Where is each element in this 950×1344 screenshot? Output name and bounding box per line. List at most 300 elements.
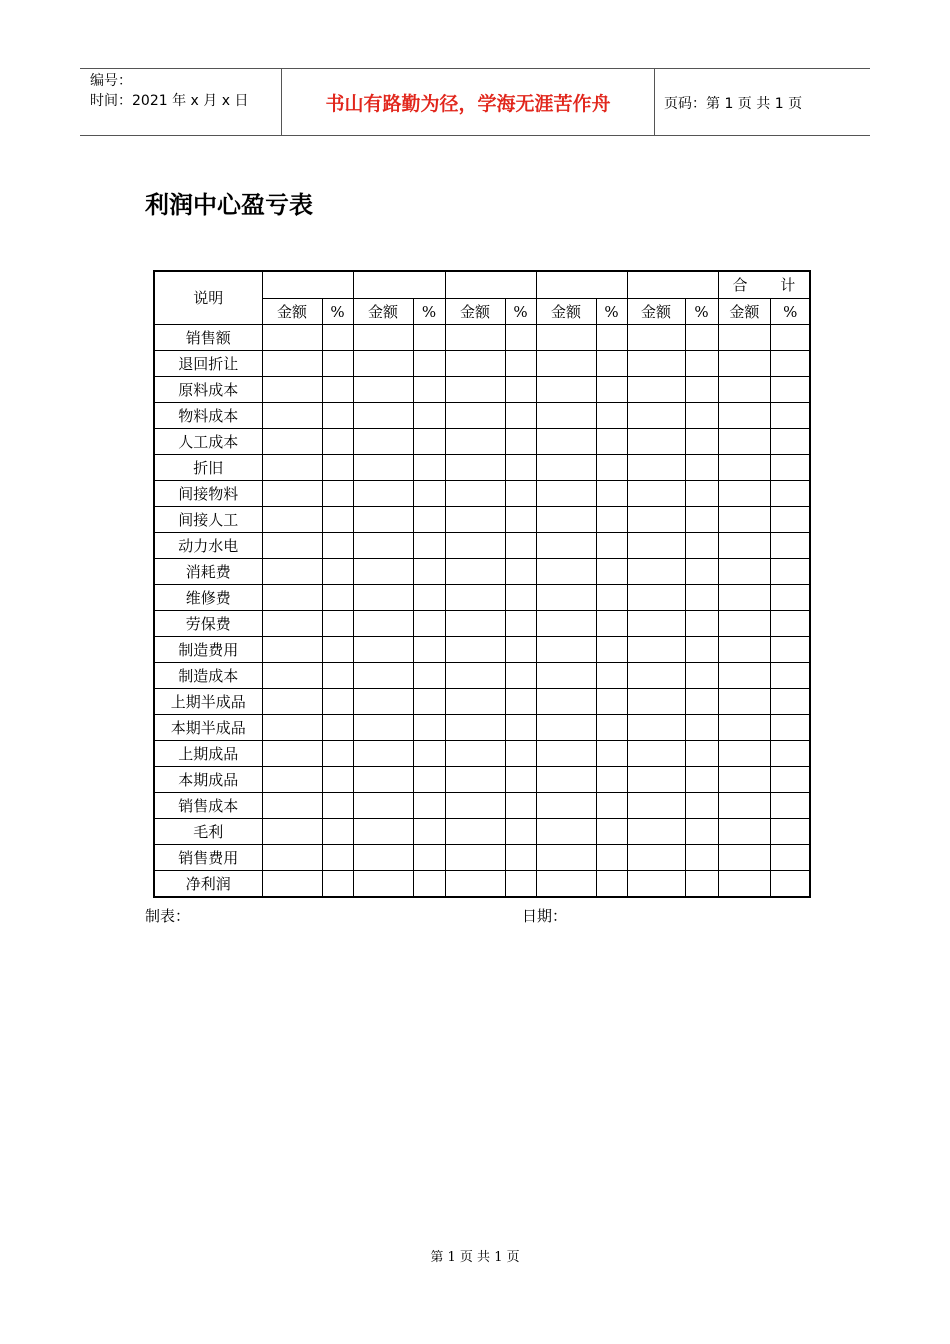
amount-cell[interactable] <box>718 793 771 819</box>
percent-cell[interactable] <box>505 325 536 351</box>
percent-cell[interactable] <box>596 663 627 689</box>
percent-cell[interactable] <box>685 559 718 585</box>
row-label: 净利润 <box>154 871 262 898</box>
percent-cell[interactable] <box>322 819 353 845</box>
amount-cell[interactable] <box>262 611 322 637</box>
group-header-4[interactable] <box>536 271 627 299</box>
row-label: 本期成品 <box>154 767 262 793</box>
percent-cell[interactable] <box>685 533 718 559</box>
percent-cell[interactable] <box>413 845 445 871</box>
amount-cell[interactable] <box>627 351 685 377</box>
amount-cell[interactable] <box>445 793 505 819</box>
amount-cell[interactable] <box>445 325 505 351</box>
percent-cell[interactable] <box>685 585 718 611</box>
amount-cell[interactable] <box>627 663 685 689</box>
percent-cell[interactable] <box>771 871 811 898</box>
amount-cell[interactable] <box>262 507 322 533</box>
amount-cell[interactable] <box>627 715 685 741</box>
percent-cell[interactable] <box>413 481 445 507</box>
percent-cell[interactable] <box>413 819 445 845</box>
amount-cell[interactable] <box>353 793 413 819</box>
percent-cell[interactable] <box>322 507 353 533</box>
percent-cell[interactable] <box>596 481 627 507</box>
amount-cell[interactable] <box>445 403 505 429</box>
amount-cell[interactable] <box>536 741 596 767</box>
percent-cell[interactable] <box>505 793 536 819</box>
amount-cell[interactable] <box>353 845 413 871</box>
amount-cell[interactable] <box>536 663 596 689</box>
percent-cell[interactable] <box>413 871 445 898</box>
percent-cell[interactable] <box>505 689 536 715</box>
amount-cell[interactable] <box>262 715 322 741</box>
amount-cell[interactable] <box>718 351 771 377</box>
percent-cell[interactable] <box>771 663 811 689</box>
percent-cell[interactable] <box>596 767 627 793</box>
percent-cell[interactable] <box>685 351 718 377</box>
percent-cell[interactable] <box>505 611 536 637</box>
amount-cell[interactable] <box>445 585 505 611</box>
percent-cell[interactable] <box>322 403 353 429</box>
percent-cell[interactable] <box>685 637 718 663</box>
percent-cell[interactable] <box>413 325 445 351</box>
row-label: 折旧 <box>154 455 262 481</box>
percent-cell[interactable] <box>413 455 445 481</box>
amount-cell[interactable] <box>353 533 413 559</box>
percent-cell[interactable] <box>322 351 353 377</box>
percent-cell[interactable] <box>413 507 445 533</box>
percent-cell[interactable] <box>322 377 353 403</box>
percent-cell[interactable] <box>322 715 353 741</box>
amount-cell[interactable] <box>445 741 505 767</box>
amount-cell[interactable] <box>445 845 505 871</box>
percent-cell[interactable] <box>771 455 811 481</box>
amount-cell[interactable] <box>627 793 685 819</box>
amount-cell[interactable] <box>262 377 322 403</box>
percent-cell[interactable] <box>413 741 445 767</box>
percent-cell[interactable] <box>596 533 627 559</box>
percent-cell[interactable] <box>771 403 811 429</box>
percent-cell[interactable] <box>771 845 811 871</box>
percent-cell[interactable] <box>685 767 718 793</box>
amount-cell[interactable] <box>262 481 322 507</box>
table-row <box>154 819 810 845</box>
percent-cell[interactable] <box>322 559 353 585</box>
amount-cell[interactable] <box>536 819 596 845</box>
percent-header: % <box>596 299 627 325</box>
amount-cell[interactable] <box>627 533 685 559</box>
percent-cell[interactable] <box>413 715 445 741</box>
percent-cell[interactable] <box>596 637 627 663</box>
row-label: 人工成本 <box>154 429 262 455</box>
amount-cell[interactable] <box>353 741 413 767</box>
page-title: 利润中心盈亏表 <box>145 191 313 219</box>
percent-cell[interactable] <box>596 507 627 533</box>
amount-cell[interactable] <box>718 377 771 403</box>
amount-cell[interactable] <box>536 351 596 377</box>
percent-cell[interactable] <box>771 507 811 533</box>
amount-cell[interactable] <box>353 481 413 507</box>
percent-cell[interactable] <box>771 689 811 715</box>
amount-cell[interactable] <box>262 767 322 793</box>
amount-cell[interactable] <box>627 871 685 898</box>
amount-cell[interactable] <box>353 767 413 793</box>
percent-cell[interactable] <box>322 611 353 637</box>
amount-cell[interactable] <box>445 871 505 898</box>
percent-cell[interactable] <box>685 793 718 819</box>
amount-header: 金额 <box>536 299 596 325</box>
amount-cell[interactable] <box>627 481 685 507</box>
amount-cell[interactable] <box>262 559 322 585</box>
percent-cell[interactable] <box>685 715 718 741</box>
percent-cell[interactable] <box>771 351 811 377</box>
amount-cell[interactable] <box>353 637 413 663</box>
table-row <box>154 351 810 377</box>
percent-cell[interactable] <box>322 767 353 793</box>
amount-cell[interactable] <box>262 663 322 689</box>
amount-cell[interactable] <box>445 481 505 507</box>
percent-cell[interactable] <box>413 767 445 793</box>
amount-cell[interactable] <box>536 481 596 507</box>
group-header-1[interactable] <box>262 271 353 299</box>
amount-cell[interactable] <box>536 403 596 429</box>
amount-cell[interactable] <box>445 663 505 689</box>
amount-cell[interactable] <box>536 715 596 741</box>
percent-cell[interactable] <box>771 325 811 351</box>
amount-cell[interactable] <box>718 325 771 351</box>
amount-cell[interactable] <box>262 455 322 481</box>
amount-cell[interactable] <box>353 325 413 351</box>
percent-cell[interactable] <box>771 767 811 793</box>
amount-cell[interactable] <box>718 507 771 533</box>
percent-cell[interactable] <box>771 637 811 663</box>
amount-cell[interactable] <box>536 637 596 663</box>
percent-cell[interactable] <box>505 585 536 611</box>
amount-cell[interactable] <box>718 819 771 845</box>
percent-cell[interactable] <box>596 403 627 429</box>
percent-cell[interactable] <box>771 429 811 455</box>
amount-cell[interactable] <box>627 455 685 481</box>
percent-cell[interactable] <box>322 845 353 871</box>
amount-cell[interactable] <box>536 455 596 481</box>
table-row <box>154 533 810 559</box>
percent-cell[interactable] <box>685 611 718 637</box>
row-label: 销售费用 <box>154 845 262 871</box>
amount-cell[interactable] <box>718 871 771 898</box>
amount-cell[interactable] <box>262 793 322 819</box>
percent-cell[interactable] <box>322 793 353 819</box>
amount-cell[interactable] <box>445 767 505 793</box>
percent-cell[interactable] <box>505 403 536 429</box>
amount-cell[interactable] <box>353 403 413 429</box>
percent-cell[interactable] <box>505 507 536 533</box>
amount-cell[interactable] <box>536 689 596 715</box>
amount-cell[interactable] <box>262 845 322 871</box>
amount-cell[interactable] <box>536 793 596 819</box>
percent-cell[interactable] <box>596 845 627 871</box>
amount-cell[interactable] <box>718 611 771 637</box>
amount-cell[interactable] <box>627 325 685 351</box>
percent-cell[interactable] <box>505 819 536 845</box>
amount-cell[interactable] <box>353 663 413 689</box>
percent-cell[interactable] <box>596 689 627 715</box>
amount-cell[interactable] <box>445 819 505 845</box>
amount-cell[interactable] <box>353 455 413 481</box>
percent-cell[interactable] <box>505 715 536 741</box>
percent-cell[interactable] <box>596 715 627 741</box>
percent-cell[interactable] <box>505 429 536 455</box>
row-label: 动力水电 <box>154 533 262 559</box>
amount-cell[interactable] <box>353 715 413 741</box>
amount-cell[interactable] <box>718 715 771 741</box>
percent-cell[interactable] <box>322 741 353 767</box>
percent-cell[interactable] <box>771 533 811 559</box>
percent-cell[interactable] <box>685 455 718 481</box>
percent-cell[interactable] <box>413 689 445 715</box>
amount-cell[interactable] <box>536 767 596 793</box>
amount-cell[interactable] <box>627 741 685 767</box>
amount-cell[interactable] <box>445 637 505 663</box>
amount-cell[interactable] <box>627 377 685 403</box>
percent-cell[interactable] <box>685 741 718 767</box>
percent-cell[interactable] <box>413 611 445 637</box>
table-row <box>154 325 810 351</box>
percent-cell[interactable] <box>596 559 627 585</box>
row-label: 销售额 <box>154 325 262 351</box>
amount-cell[interactable] <box>445 715 505 741</box>
percent-cell[interactable] <box>771 611 811 637</box>
percent-cell[interactable] <box>771 559 811 585</box>
percent-cell[interactable] <box>413 559 445 585</box>
percent-cell[interactable] <box>322 455 353 481</box>
table-row <box>154 585 810 611</box>
amount-cell[interactable] <box>262 585 322 611</box>
percent-cell[interactable] <box>596 871 627 898</box>
percent-cell[interactable] <box>322 663 353 689</box>
amount-cell[interactable] <box>536 559 596 585</box>
percent-cell[interactable] <box>505 481 536 507</box>
percent-cell[interactable] <box>596 325 627 351</box>
group-header-3[interactable] <box>445 271 536 299</box>
amount-cell[interactable] <box>262 871 322 898</box>
percent-cell[interactable] <box>596 585 627 611</box>
amount-cell[interactable] <box>353 585 413 611</box>
amount-cell[interactable] <box>536 377 596 403</box>
amount-cell[interactable] <box>353 689 413 715</box>
amount-cell[interactable] <box>718 481 771 507</box>
amount-cell[interactable] <box>536 507 596 533</box>
amount-cell[interactable] <box>445 377 505 403</box>
row-label: 销售成本 <box>154 793 262 819</box>
percent-cell[interactable] <box>685 871 718 898</box>
amount-cell[interactable] <box>718 663 771 689</box>
percent-cell[interactable] <box>771 715 811 741</box>
amount-cell[interactable] <box>627 845 685 871</box>
percent-cell[interactable] <box>505 663 536 689</box>
amount-cell[interactable] <box>718 403 771 429</box>
amount-header: 金额 <box>262 299 322 325</box>
group-header-2[interactable] <box>353 271 445 299</box>
percent-cell[interactable] <box>505 845 536 871</box>
amount-cell[interactable] <box>627 585 685 611</box>
percent-cell[interactable] <box>771 793 811 819</box>
percent-cell[interactable] <box>413 637 445 663</box>
amount-cell[interactable] <box>718 455 771 481</box>
row-label: 物料成本 <box>154 403 262 429</box>
percent-cell[interactable] <box>685 663 718 689</box>
percent-cell[interactable] <box>596 429 627 455</box>
percent-cell[interactable] <box>685 689 718 715</box>
amount-header: 金额 <box>445 299 505 325</box>
amount-cell[interactable] <box>718 429 771 455</box>
group-header-5[interactable] <box>627 271 718 299</box>
amount-cell[interactable] <box>262 403 322 429</box>
percent-header: % <box>322 299 353 325</box>
percent-cell[interactable] <box>505 559 536 585</box>
amount-cell[interactable] <box>718 585 771 611</box>
table-row <box>154 741 810 767</box>
percent-cell[interactable] <box>596 611 627 637</box>
row-label: 退回折让 <box>154 351 262 377</box>
percent-cell[interactable] <box>596 351 627 377</box>
amount-cell[interactable] <box>718 689 771 715</box>
percent-cell[interactable] <box>505 637 536 663</box>
percent-cell[interactable] <box>322 325 353 351</box>
percent-cell[interactable] <box>771 377 811 403</box>
percent-cell[interactable] <box>596 819 627 845</box>
amount-cell[interactable] <box>353 429 413 455</box>
amount-cell[interactable] <box>262 741 322 767</box>
amount-cell[interactable] <box>445 507 505 533</box>
percent-cell[interactable] <box>685 507 718 533</box>
percent-cell[interactable] <box>413 377 445 403</box>
percent-cell[interactable] <box>413 403 445 429</box>
percent-cell[interactable] <box>322 871 353 898</box>
amount-cell[interactable] <box>353 871 413 898</box>
amount-cell[interactable] <box>353 611 413 637</box>
amount-cell[interactable] <box>536 325 596 351</box>
amount-cell[interactable] <box>262 351 322 377</box>
amount-cell[interactable] <box>262 533 322 559</box>
amount-cell[interactable] <box>627 507 685 533</box>
amount-cell[interactable] <box>718 845 771 871</box>
percent-cell[interactable] <box>413 585 445 611</box>
amount-cell[interactable] <box>445 351 505 377</box>
amount-cell[interactable] <box>718 533 771 559</box>
amount-cell[interactable] <box>627 637 685 663</box>
amount-cell[interactable] <box>262 819 322 845</box>
percent-cell[interactable] <box>413 429 445 455</box>
amount-cell[interactable] <box>536 845 596 871</box>
row-label: 间接物料 <box>154 481 262 507</box>
percent-cell[interactable] <box>685 325 718 351</box>
amount-cell[interactable] <box>718 767 771 793</box>
amount-cell[interactable] <box>353 819 413 845</box>
amount-cell[interactable] <box>718 637 771 663</box>
amount-cell[interactable] <box>262 325 322 351</box>
table-row <box>154 637 810 663</box>
percent-cell[interactable] <box>771 819 811 845</box>
document-header <box>80 68 870 136</box>
amount-cell[interactable] <box>445 611 505 637</box>
percent-cell[interactable] <box>505 455 536 481</box>
percent-cell[interactable] <box>322 689 353 715</box>
amount-cell[interactable] <box>627 403 685 429</box>
percent-cell[interactable] <box>505 767 536 793</box>
amount-cell[interactable] <box>353 507 413 533</box>
percent-cell[interactable] <box>505 377 536 403</box>
percent-cell[interactable] <box>505 871 536 898</box>
percent-cell[interactable] <box>596 741 627 767</box>
percent-cell[interactable] <box>771 481 811 507</box>
percent-cell[interactable] <box>322 585 353 611</box>
amount-cell[interactable] <box>627 559 685 585</box>
percent-cell[interactable] <box>685 481 718 507</box>
amount-cell[interactable] <box>536 429 596 455</box>
amount-cell[interactable] <box>353 377 413 403</box>
percent-cell[interactable] <box>322 533 353 559</box>
amount-cell[interactable] <box>536 585 596 611</box>
amount-cell[interactable] <box>445 429 505 455</box>
row-label: 维修费 <box>154 585 262 611</box>
percent-cell[interactable] <box>505 533 536 559</box>
percent-cell[interactable] <box>413 793 445 819</box>
row-label: 上期成品 <box>154 741 262 767</box>
amount-cell[interactable] <box>718 741 771 767</box>
amount-cell[interactable] <box>445 689 505 715</box>
amount-cell[interactable] <box>536 533 596 559</box>
amount-cell[interactable] <box>262 637 322 663</box>
amount-cell[interactable] <box>627 689 685 715</box>
amount-cell[interactable] <box>627 611 685 637</box>
percent-cell[interactable] <box>413 533 445 559</box>
amount-cell[interactable] <box>445 533 505 559</box>
amount-cell[interactable] <box>627 767 685 793</box>
amount-cell[interactable] <box>445 455 505 481</box>
table-body <box>154 325 810 898</box>
amount-cell[interactable] <box>262 689 322 715</box>
amount-cell[interactable] <box>718 559 771 585</box>
percent-cell[interactable] <box>413 351 445 377</box>
percent-cell[interactable] <box>596 793 627 819</box>
amount-cell[interactable] <box>627 429 685 455</box>
amount-cell[interactable] <box>627 819 685 845</box>
percent-cell[interactable] <box>322 481 353 507</box>
amount-cell[interactable] <box>445 559 505 585</box>
amount-cell[interactable] <box>353 351 413 377</box>
percent-cell[interactable] <box>685 429 718 455</box>
percent-cell[interactable] <box>685 377 718 403</box>
amount-cell[interactable] <box>353 559 413 585</box>
percent-cell[interactable] <box>596 377 627 403</box>
percent-cell[interactable] <box>413 663 445 689</box>
percent-cell[interactable] <box>596 455 627 481</box>
amount-cell[interactable] <box>536 871 596 898</box>
percent-cell[interactable] <box>322 429 353 455</box>
percent-cell[interactable] <box>322 637 353 663</box>
row-label: 劳保费 <box>154 611 262 637</box>
percent-cell[interactable] <box>505 741 536 767</box>
row-label: 消耗费 <box>154 559 262 585</box>
percent-cell[interactable] <box>771 585 811 611</box>
amount-cell[interactable] <box>262 429 322 455</box>
percent-cell[interactable] <box>685 845 718 871</box>
percent-cell[interactable] <box>505 351 536 377</box>
percent-cell[interactable] <box>685 819 718 845</box>
total-label: 合 计 <box>732 276 810 294</box>
percent-cell[interactable] <box>685 403 718 429</box>
percent-cell[interactable] <box>771 741 811 767</box>
amount-cell[interactable] <box>536 611 596 637</box>
